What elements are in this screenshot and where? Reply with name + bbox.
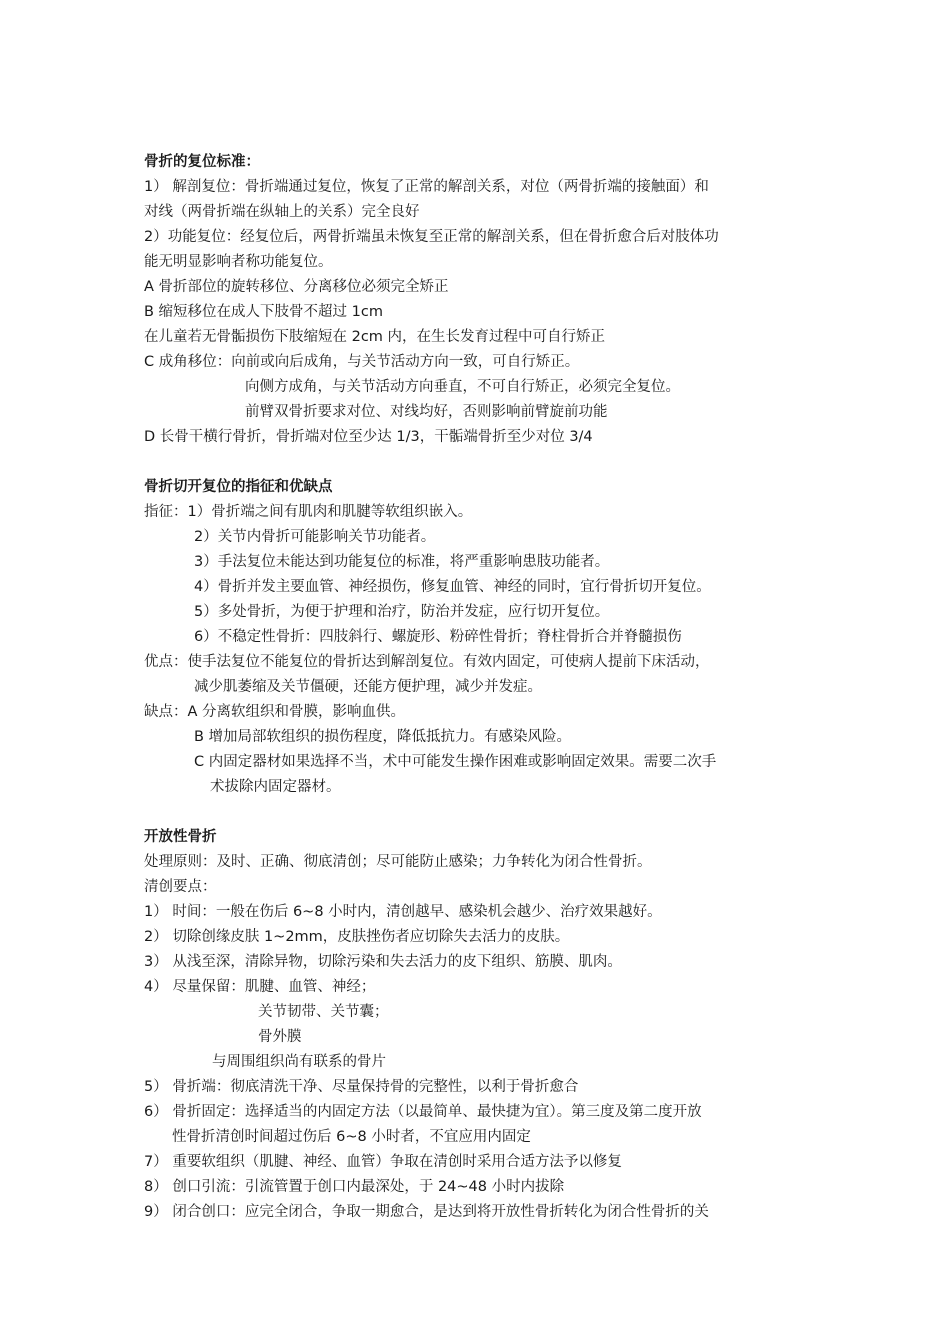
paragraph-line: B 缩短移位在成人下肢骨不超过 1cm — [144, 304, 383, 320]
paragraph-line: 减少肌萎缩及关节僵硬，还能方便护理，减少并发症。 — [194, 679, 542, 695]
paragraph-line: 对线（两骨折端在纵轴上的关系）完全良好 — [144, 204, 420, 220]
paragraph-line: 3） 从浅至深，清除异物，切除污染和失去活力的皮下组织、筋膜、肌肉。 — [144, 954, 622, 970]
paragraph-line: 6）不稳定性骨折：四肢斜行、螺旋形、粉碎性骨折；脊柱骨折合并脊髓损伤 — [194, 629, 682, 645]
paragraph-line: 缺点：A 分离软组织和骨膜，影响血供。 — [144, 704, 406, 720]
paragraph-line: 在儿童若无骨骺损伤下肢缩短在 2cm 内，在生长发育过程中可自行矫正 — [144, 329, 606, 345]
paragraph-line: 清创要点： — [144, 879, 217, 895]
paragraph-line: A 骨折部位的旋转移位、分离移位必须完全矫正 — [144, 279, 449, 295]
paragraph-line: 术拔除内固定器材。 — [210, 779, 341, 795]
paragraph-line: 4） 尽量保留：肌腱、血管、神经； — [144, 979, 376, 995]
paragraph-line: C 内固定器材如果选择不当，术中可能发生操作困难或影响固定效果。需要二次手 — [194, 754, 717, 770]
paragraph-line: 5） 骨折端：彻底清洗干净、尽量保持骨的完整性，以利于骨折愈合 — [144, 1079, 579, 1095]
paragraph-line: C 成角移位：向前或向后成角，与关节活动方向一致，可自行矫正。 — [144, 354, 580, 370]
paragraph-line: 关节韧带、关节囊； — [258, 1004, 389, 1020]
paragraph-line: 优点：使手法复位不能复位的骨折达到解剖复位。有效内固定，可使病人提前下床活动， — [144, 654, 710, 670]
paragraph-line: 2）关节内骨折可能影响关节功能者。 — [194, 529, 436, 545]
paragraph-line: 4）骨折并发主要血管、神经损伤，修复血管、神经的同时，宜行骨折切开复位。 — [194, 579, 711, 595]
paragraph-line: 骨外膜 — [258, 1029, 302, 1045]
section-title-reduction-standard: 骨折的复位标准： — [144, 154, 260, 170]
paragraph-line: 能无明显影响者称功能复位。 — [144, 254, 333, 270]
section-title-open-reduction: 骨折切开复位的指征和优缺点 — [144, 479, 333, 495]
paragraph-line: 指征：1）骨折端之间有肌肉和肌腱等软组织嵌入。 — [144, 504, 473, 520]
paragraph-line: 性骨折清创时间超过伤后 6~8 小时者，不宜应用内固定 — [172, 1129, 531, 1145]
paragraph-line: 6） 骨折固定：选择适当的内固定方法（以最简单、最快捷为宜）。第三度及第二度开放 — [144, 1104, 702, 1120]
paragraph-line: 9） 闭合创口：应完全闭合，争取一期愈合，是达到将开放性骨折转化为闭合性骨折的关 — [144, 1204, 709, 1220]
paragraph-line: 向侧方成角，与关节活动方向垂直，不可自行矫正，必须完全复位。 — [245, 379, 680, 395]
paragraph-line: 处理原则：及时、正确、彻底清创；尽可能防止感染；力争转化为闭合性骨折。 — [144, 854, 652, 870]
paragraph-line: D 长骨干横行骨折，骨折端对位至少达 1/3，干骺端骨折至少对位 3/4 — [144, 429, 593, 445]
paragraph-line: 前臂双骨折要求对位、对线均好，否则影响前臂旋前功能 — [245, 404, 608, 420]
paragraph-line: 1） 时间：一般在伤后 6~8 小时内，清创越早、感染机会越少、治疗效果越好。 — [144, 904, 662, 920]
paragraph-line: 2） 切除创缘皮肤 1~2mm，皮肤挫伤者应切除失去活力的皮肤。 — [144, 929, 570, 945]
paragraph-line: 8） 创口引流：引流管置于创口内最深处，于 24~48 小时内拔除 — [144, 1179, 565, 1195]
paragraph-line: B 增加局部软组织的损伤程度，降低抵抗力。有感染风险。 — [194, 729, 572, 745]
paragraph-line: 1） 解剖复位：骨折端通过复位，恢复了正常的解剖关系，对位（两骨折端的接触面）和 — [144, 179, 709, 195]
paragraph-line: 与周围组织尚有联系的骨片 — [212, 1054, 386, 1070]
section-title-open-fracture: 开放性骨折 — [144, 829, 217, 845]
paragraph-line: 5）多处骨折，为便于护理和治疗，防治并发症，应行切开复位。 — [194, 604, 610, 620]
paragraph-line: 3）手法复位未能达到功能复位的标准，将严重影响患肢功能者。 — [194, 554, 610, 570]
paragraph-line: 2）功能复位：经复位后，两骨折端虽未恢复至正常的解剖关系，但在骨折愈合后对肢体功 — [144, 229, 719, 245]
paragraph-line: 7） 重要软组织（肌腱、神经、血管）争取在清创时采用合适方法予以修复 — [144, 1154, 622, 1170]
